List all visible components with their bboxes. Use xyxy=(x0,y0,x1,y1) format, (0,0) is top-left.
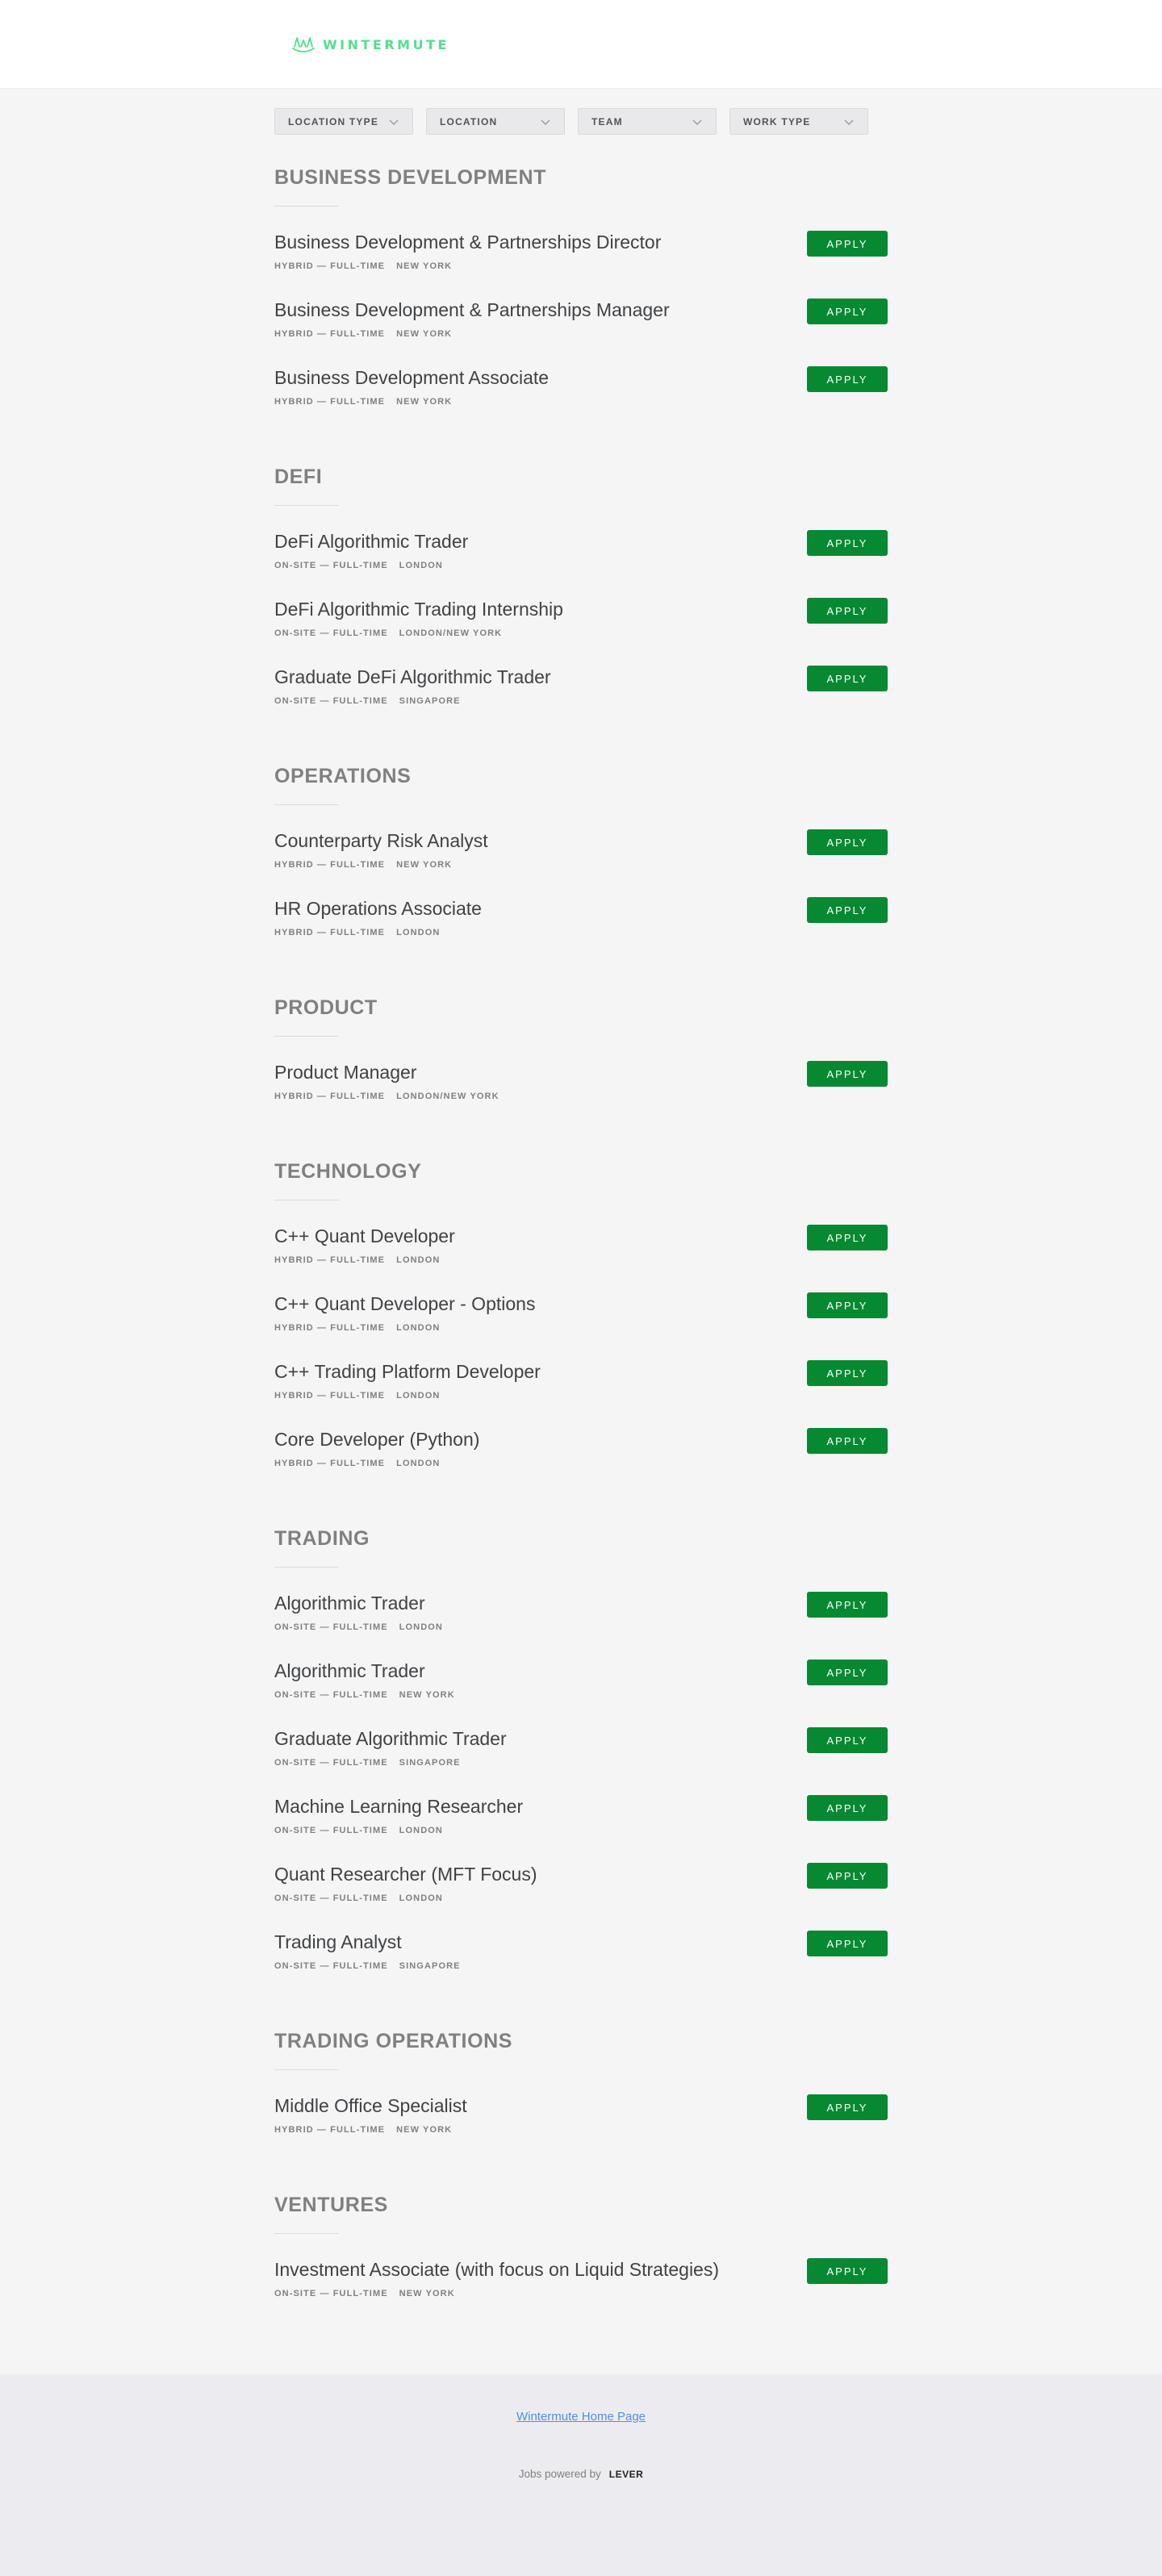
posting-meta xyxy=(274,2289,888,2298)
posting-commitment: ON-SITE — FULL-TIME xyxy=(274,1826,388,1835)
filter-label: WORK TYPE xyxy=(743,115,811,127)
apply-button[interactable]: APPLY xyxy=(807,1727,888,1753)
posting-meta xyxy=(274,1092,888,1101)
posting xyxy=(274,1360,888,1428)
posting-commitment: ON-SITE — FULL-TIME xyxy=(274,628,388,638)
posting-title[interactable]: Trading Analyst xyxy=(274,1931,402,1952)
apply-button[interactable]: APPLY xyxy=(807,1592,888,1618)
posting-location: NEW YORK xyxy=(399,2289,455,2298)
posting-commitment: HYBRID — FULL-TIME xyxy=(274,329,386,339)
posting xyxy=(274,1727,888,1795)
posting xyxy=(274,829,888,897)
posting-location: LONDON xyxy=(396,928,441,937)
posting-commitment: HYBRID — FULL-TIME xyxy=(274,1092,386,1101)
posting-location: LONDON xyxy=(399,1622,443,1632)
posting-group-defi xyxy=(274,434,888,733)
apply-button[interactable]: APPLY xyxy=(807,366,888,392)
posting-location: LONDON xyxy=(396,1255,441,1265)
posting-meta xyxy=(274,2125,888,2135)
posting-meta xyxy=(274,1893,888,1903)
posting-location: LONDON xyxy=(399,1893,443,1903)
posting-meta xyxy=(274,1622,888,1632)
posting-group-technology xyxy=(274,1129,888,1496)
posting xyxy=(274,1061,888,1129)
apply-button[interactable]: APPLY xyxy=(807,231,888,257)
posting-location: LONDON xyxy=(399,561,443,570)
posting-meta xyxy=(274,1690,888,1700)
posting-group-business-development xyxy=(274,135,888,434)
posting-commitment: ON-SITE — FULL-TIME xyxy=(274,1622,388,1632)
group-divider xyxy=(274,505,339,506)
posting-location: LONDON/NEW YORK xyxy=(396,1092,499,1101)
posting xyxy=(274,1292,888,1360)
filter-team[interactable] xyxy=(578,108,717,135)
posting-title[interactable]: Business Development & Partnerships Director xyxy=(274,232,662,253)
posting-location: NEW YORK xyxy=(396,860,453,870)
chevron-down-icon xyxy=(692,118,703,126)
posting xyxy=(274,897,888,965)
apply-button[interactable]: APPLY xyxy=(807,1225,888,1250)
posting-location: LONDON xyxy=(396,1459,441,1468)
posting-meta xyxy=(274,561,888,570)
group-divider xyxy=(274,206,339,207)
posting-commitment: HYBRID — FULL-TIME xyxy=(274,1255,386,1265)
site-header xyxy=(0,0,1162,89)
posting-meta xyxy=(274,928,888,937)
posting-title[interactable]: Graduate Algorithmic Trader xyxy=(274,1728,507,1749)
posting-commitment: ON-SITE — FULL-TIME xyxy=(274,1758,388,1768)
posting xyxy=(274,1592,888,1660)
wintermute-logo[interactable] xyxy=(292,35,449,53)
posting-location: SINGAPORE xyxy=(399,1961,461,1971)
posting-meta xyxy=(274,397,888,407)
posting-meta xyxy=(274,1758,888,1768)
posting-title[interactable]: DeFi Algorithmic Trading Internship xyxy=(274,599,563,620)
posting xyxy=(274,598,888,666)
posting xyxy=(274,2094,888,2162)
posting-location: LONDON xyxy=(396,1323,441,1333)
posting-title[interactable]: Quant Researcher (MFT Focus) xyxy=(274,1864,537,1885)
filter-location[interactable] xyxy=(426,108,565,135)
posting-title[interactable]: Investment Associate (with focus on Liquid Strategies) xyxy=(274,2259,720,2280)
posting-commitment: ON-SITE — FULL-TIME xyxy=(274,1961,388,1971)
posting-group-ventures xyxy=(274,2162,888,2326)
posting-location: NEW YORK xyxy=(399,1690,455,1700)
powered-by xyxy=(0,2468,1162,2480)
posting xyxy=(274,1863,888,1931)
filter-label: TEAM xyxy=(591,115,623,127)
powered-by-text: Jobs powered by xyxy=(518,2468,601,2480)
group-divider xyxy=(274,804,339,805)
filter-location-type[interactable] xyxy=(274,108,413,135)
posting xyxy=(274,1225,888,1292)
posting-group-trading xyxy=(274,1496,888,1998)
posting xyxy=(274,366,888,434)
posting-group-trading-operations xyxy=(274,1998,888,2162)
group-title: TECHNOLOGY xyxy=(274,1160,422,1183)
group-divider xyxy=(274,1036,339,1037)
filter-work-type[interactable] xyxy=(729,108,868,135)
posting-commitment: HYBRID — FULL-TIME xyxy=(274,1323,386,1333)
posting-location: LONDON/NEW YORK xyxy=(399,628,503,638)
group-title: PRODUCT xyxy=(274,996,378,1019)
posting-group-operations xyxy=(274,733,888,965)
apply-button[interactable]: APPLY xyxy=(807,1428,888,1454)
group-title: TRADING OPERATIONS xyxy=(274,2030,513,2052)
posting-commitment: ON-SITE — FULL-TIME xyxy=(274,561,388,570)
posting xyxy=(274,1795,888,1863)
posting-meta xyxy=(274,628,888,638)
posting-title[interactable]: C++ Quant Developer xyxy=(274,1225,455,1246)
posting xyxy=(274,666,888,733)
posting-location: LONDON xyxy=(396,1391,441,1401)
posting-commitment: ON-SITE — FULL-TIME xyxy=(274,696,388,706)
apply-button[interactable]: APPLY xyxy=(807,1660,888,1685)
posting-title[interactable]: Graduate DeFi Algorithmic Trader xyxy=(274,666,551,687)
posting-commitment: HYBRID — FULL-TIME xyxy=(274,397,386,407)
group-title: TRADING xyxy=(274,1527,370,1550)
site-footer xyxy=(0,2374,1162,2576)
posting-meta xyxy=(274,1826,888,1835)
posting-location: NEW YORK xyxy=(396,261,453,271)
posting-commitment: ON-SITE — FULL-TIME xyxy=(274,1690,388,1700)
filter-bar xyxy=(274,108,888,135)
posting-title[interactable]: Product Manager xyxy=(274,1062,417,1083)
apply-button[interactable]: APPLY xyxy=(807,897,888,923)
home-page-link[interactable]: Wintermute Home Page xyxy=(516,2410,646,2424)
group-title: BUSINESS DEVELOPMENT xyxy=(274,166,547,189)
posting xyxy=(274,299,888,366)
filter-label: LOCATION TYPE xyxy=(288,115,379,127)
posting-location: NEW YORK xyxy=(396,2125,453,2135)
posting-location: NEW YORK xyxy=(396,329,453,339)
posting-commitment: ON-SITE — FULL-TIME xyxy=(274,1893,388,1903)
posting-title[interactable]: Algorithmic Trader xyxy=(274,1660,425,1681)
apply-button[interactable]: APPLY xyxy=(807,1795,888,1821)
wintermute-logo-icon xyxy=(292,35,315,53)
posting xyxy=(274,1931,888,1998)
postings-content xyxy=(274,89,888,2326)
apply-button[interactable]: APPLY xyxy=(807,1360,888,1386)
chevron-down-icon xyxy=(843,118,855,126)
posting-location: SINGAPORE xyxy=(399,1758,461,1768)
posting-location: NEW YORK xyxy=(396,397,453,407)
posting-location: SINGAPORE xyxy=(399,696,461,706)
apply-button[interactable]: APPLY xyxy=(807,598,888,624)
posting-title[interactable]: DeFi Algorithmic Trader xyxy=(274,531,469,552)
apply-button[interactable]: APPLY xyxy=(807,1931,888,1956)
posting-title[interactable]: Machine Learning Researcher xyxy=(274,1796,524,1817)
group-title: DEFI xyxy=(274,466,323,488)
posting xyxy=(274,231,888,299)
chevron-down-icon xyxy=(540,118,551,126)
group-divider xyxy=(274,2233,339,2234)
group-divider xyxy=(274,1567,339,1568)
posting-meta xyxy=(274,329,888,339)
apply-button[interactable]: APPLY xyxy=(807,1863,888,1889)
posting xyxy=(274,2258,888,2326)
apply-button[interactable]: APPLY xyxy=(807,530,888,556)
posting-title[interactable]: C++ Quant Developer - Options xyxy=(274,1293,536,1314)
apply-button[interactable]: APPLY xyxy=(807,2258,888,2284)
posting-title[interactable]: Business Development & Partnerships Manager xyxy=(274,299,670,320)
posting-meta xyxy=(274,1255,888,1265)
posting-commitment: HYBRID — FULL-TIME xyxy=(274,928,386,937)
posting-commitment: HYBRID — FULL-TIME xyxy=(274,261,386,271)
group-title: VENTURES xyxy=(274,2194,388,2216)
posting-title[interactable]: Algorithmic Trader xyxy=(274,1593,425,1614)
posting-meta xyxy=(274,1323,888,1333)
group-title: OPERATIONS xyxy=(274,765,412,787)
logo-text: WINTERMUTE xyxy=(323,36,449,52)
posting xyxy=(274,1660,888,1727)
posting-meta xyxy=(274,1459,888,1468)
posting-title[interactable]: Middle Office Specialist xyxy=(274,2095,467,2116)
chevron-down-icon xyxy=(388,118,399,126)
posting xyxy=(274,530,888,598)
posting-commitment: HYBRID — FULL-TIME xyxy=(274,1459,386,1468)
posting-title[interactable]: Counterparty Risk Analyst xyxy=(274,830,488,851)
lever-logo[interactable]: LEVER xyxy=(608,2468,644,2480)
apply-button[interactable]: APPLY xyxy=(807,666,888,691)
posting-title[interactable]: Business Development Associate xyxy=(274,367,550,388)
posting-commitment: HYBRID — FULL-TIME xyxy=(274,860,386,870)
posting-meta xyxy=(274,860,888,870)
filter-label: LOCATION xyxy=(440,115,498,127)
group-divider xyxy=(274,2069,339,2070)
apply-button[interactable]: APPLY xyxy=(807,2094,888,2120)
postings-list xyxy=(274,135,888,2326)
posting-title[interactable]: HR Operations Associate xyxy=(274,898,482,919)
posting xyxy=(274,1428,888,1496)
posting-meta xyxy=(274,1961,888,1971)
apply-button[interactable]: APPLY xyxy=(807,1292,888,1318)
posting-meta xyxy=(274,261,888,271)
posting-location: LONDON xyxy=(399,1826,443,1835)
apply-button[interactable]: APPLY xyxy=(807,1061,888,1087)
apply-button[interactable]: APPLY xyxy=(807,299,888,324)
posting-commitment: HYBRID — FULL-TIME xyxy=(274,2125,386,2135)
apply-button[interactable]: APPLY xyxy=(807,829,888,855)
posting-commitment: HYBRID — FULL-TIME xyxy=(274,1391,386,1401)
posting-group-product xyxy=(274,965,888,1129)
posting-meta xyxy=(274,1391,888,1401)
posting-title[interactable]: Core Developer (Python) xyxy=(274,1429,480,1450)
posting-meta xyxy=(274,696,888,706)
posting-commitment: ON-SITE — FULL-TIME xyxy=(274,2289,388,2298)
posting-title[interactable]: C++ Trading Platform Developer xyxy=(274,1361,541,1382)
